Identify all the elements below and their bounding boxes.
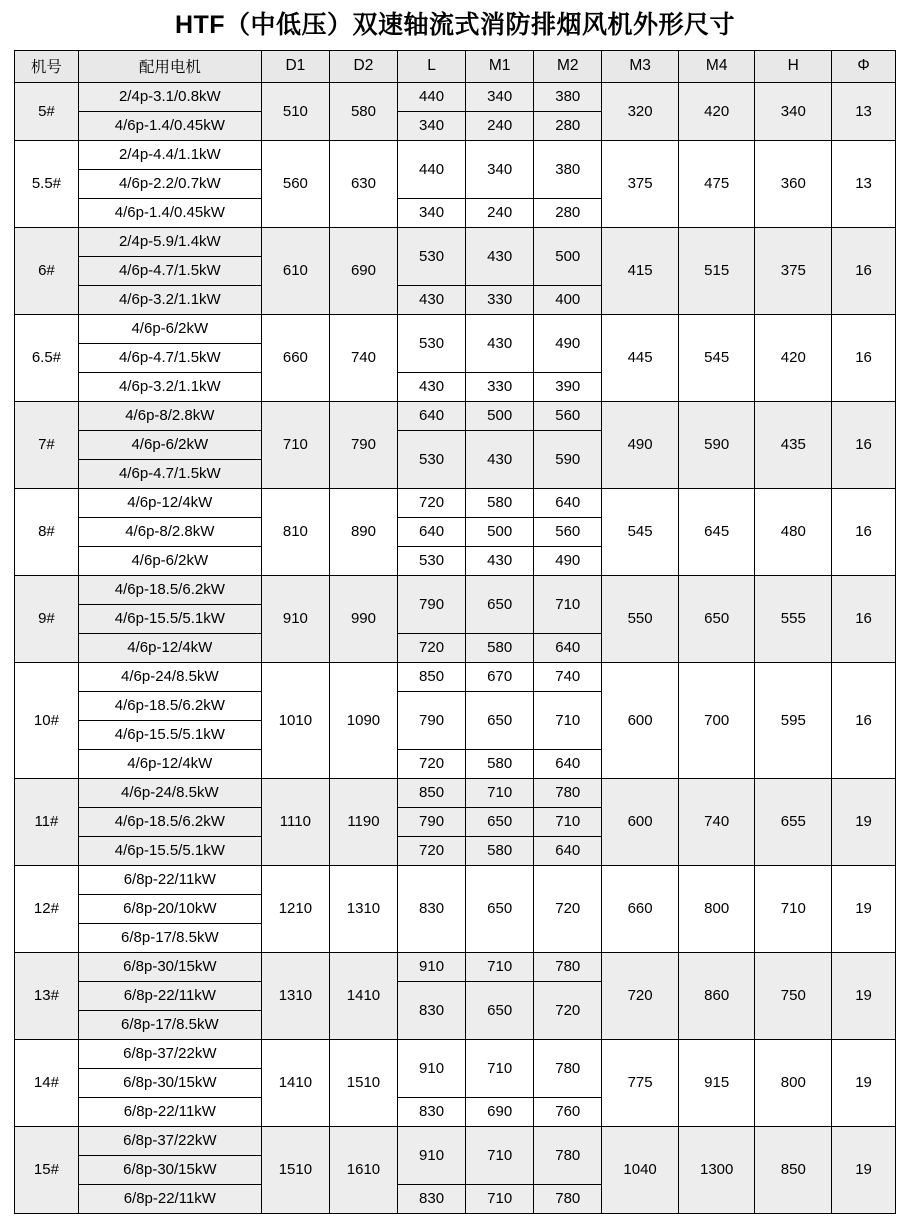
cell-m1: 710 xyxy=(466,1039,534,1097)
table-row xyxy=(15,1126,896,1155)
cell-m4: 1300 xyxy=(678,1126,755,1213)
cell-l: 530 xyxy=(398,546,466,575)
cell-h: 420 xyxy=(755,314,832,401)
cell-model: 6.5# xyxy=(15,314,79,401)
cell-model: 8# xyxy=(15,488,79,575)
cell-l: 340 xyxy=(398,111,466,140)
cell-motor: 4/6p-18.5/6.2kW xyxy=(78,807,261,836)
col-header-m3: M3 xyxy=(602,50,679,82)
cell-m2: 780 xyxy=(534,1126,602,1184)
cell-motor: 4/6p-12/4kW xyxy=(78,488,261,517)
cell-motor: 4/6p-8/2.8kW xyxy=(78,401,261,430)
cell-m4: 915 xyxy=(678,1039,755,1126)
cell-l: 910 xyxy=(398,1039,466,1097)
cell-motor: 2/4p-3.1/0.8kW xyxy=(78,82,261,111)
cell-l: 720 xyxy=(398,749,466,778)
cell-phi: 19 xyxy=(832,778,896,865)
cell-h: 850 xyxy=(755,1126,832,1213)
table-row xyxy=(15,314,896,343)
cell-d1: 1110 xyxy=(261,778,329,865)
cell-h: 375 xyxy=(755,227,832,314)
cell-m1: 340 xyxy=(466,140,534,198)
cell-m1: 580 xyxy=(466,488,534,517)
cell-m3: 490 xyxy=(602,401,679,488)
cell-d1: 660 xyxy=(261,314,329,401)
cell-d1: 610 xyxy=(261,227,329,314)
cell-motor: 6/8p-30/15kW xyxy=(78,1155,261,1184)
cell-l: 790 xyxy=(398,691,466,749)
cell-h: 340 xyxy=(755,82,832,140)
cell-d2: 740 xyxy=(329,314,397,401)
cell-m4: 740 xyxy=(678,778,755,865)
cell-m2: 640 xyxy=(534,488,602,517)
cell-model: 15# xyxy=(15,1126,79,1213)
cell-motor: 4/6p-4.7/1.5kW xyxy=(78,459,261,488)
cell-d1: 560 xyxy=(261,140,329,227)
cell-phi: 16 xyxy=(832,575,896,662)
cell-model: 12# xyxy=(15,865,79,952)
col-header-d2: D2 xyxy=(329,50,397,82)
col-header-d1: D1 xyxy=(261,50,329,82)
cell-d1: 1210 xyxy=(261,865,329,952)
table-row xyxy=(15,778,896,807)
cell-m2: 390 xyxy=(534,372,602,401)
cell-d2: 1090 xyxy=(329,662,397,778)
cell-m3: 550 xyxy=(602,575,679,662)
cell-m2: 780 xyxy=(534,778,602,807)
cell-h: 595 xyxy=(755,662,832,778)
cell-l: 530 xyxy=(398,227,466,285)
table-row xyxy=(15,865,896,894)
cell-d1: 1510 xyxy=(261,1126,329,1213)
cell-m3: 775 xyxy=(602,1039,679,1126)
cell-m1: 650 xyxy=(466,807,534,836)
cell-m2: 490 xyxy=(534,314,602,372)
cell-m4: 700 xyxy=(678,662,755,778)
table-header xyxy=(15,50,896,82)
cell-m2: 710 xyxy=(534,807,602,836)
col-header-h: H xyxy=(755,50,832,82)
col-header-m1: M1 xyxy=(466,50,534,82)
cell-m4: 475 xyxy=(678,140,755,227)
cell-model: 14# xyxy=(15,1039,79,1126)
cell-motor: 4/6p-4.7/1.5kW xyxy=(78,343,261,372)
cell-m3: 600 xyxy=(602,778,679,865)
cell-motor: 4/6p-2.2/0.7kW xyxy=(78,169,261,198)
cell-h: 360 xyxy=(755,140,832,227)
cell-m4: 420 xyxy=(678,82,755,140)
cell-m1: 650 xyxy=(466,981,534,1039)
cell-l: 790 xyxy=(398,807,466,836)
cell-model: 5.5# xyxy=(15,140,79,227)
cell-m3: 545 xyxy=(602,488,679,575)
cell-h: 655 xyxy=(755,778,832,865)
cell-phi: 19 xyxy=(832,1126,896,1213)
cell-d2: 1310 xyxy=(329,865,397,952)
cell-m3: 375 xyxy=(602,140,679,227)
table-row xyxy=(15,227,896,256)
cell-motor: 4/6p-4.7/1.5kW xyxy=(78,256,261,285)
cell-m1: 240 xyxy=(466,111,534,140)
cell-l: 830 xyxy=(398,981,466,1039)
cell-m3: 1040 xyxy=(602,1126,679,1213)
cell-m2: 710 xyxy=(534,691,602,749)
cell-motor: 4/6p-15.5/5.1kW xyxy=(78,836,261,865)
cell-l: 850 xyxy=(398,662,466,691)
cell-m2: 720 xyxy=(534,865,602,952)
cell-l: 910 xyxy=(398,1126,466,1184)
cell-m4: 515 xyxy=(678,227,755,314)
cell-motor: 6/8p-22/11kW xyxy=(78,1097,261,1126)
cell-h: 710 xyxy=(755,865,832,952)
cell-l: 830 xyxy=(398,1097,466,1126)
cell-motor: 6/8p-37/22kW xyxy=(78,1039,261,1068)
cell-motor: 6/8p-22/11kW xyxy=(78,1184,261,1213)
cell-m2: 380 xyxy=(534,82,602,111)
cell-l: 430 xyxy=(398,285,466,314)
cell-m3: 415 xyxy=(602,227,679,314)
cell-m1: 710 xyxy=(466,952,534,981)
cell-m2: 560 xyxy=(534,517,602,546)
cell-phi: 19 xyxy=(832,1039,896,1126)
cell-phi: 16 xyxy=(832,227,896,314)
cell-motor: 4/6p-15.5/5.1kW xyxy=(78,720,261,749)
cell-m1: 580 xyxy=(466,836,534,865)
cell-d2: 1410 xyxy=(329,952,397,1039)
cell-m2: 720 xyxy=(534,981,602,1039)
cell-d1: 710 xyxy=(261,401,329,488)
col-header-l: L xyxy=(398,50,466,82)
col-header-m2: M2 xyxy=(534,50,602,82)
cell-d1: 1310 xyxy=(261,952,329,1039)
cell-d1: 510 xyxy=(261,82,329,140)
cell-m1: 430 xyxy=(466,430,534,488)
cell-d2: 690 xyxy=(329,227,397,314)
cell-phi: 13 xyxy=(832,140,896,227)
cell-m3: 660 xyxy=(602,865,679,952)
cell-m1: 710 xyxy=(466,1184,534,1213)
cell-motor: 6/8p-22/11kW xyxy=(78,981,261,1010)
table-row xyxy=(15,662,896,691)
cell-motor: 4/6p-15.5/5.1kW xyxy=(78,604,261,633)
cell-m4: 860 xyxy=(678,952,755,1039)
cell-m2: 490 xyxy=(534,546,602,575)
cell-l: 850 xyxy=(398,778,466,807)
cell-h: 480 xyxy=(755,488,832,575)
table-row xyxy=(15,575,896,604)
cell-m2: 640 xyxy=(534,749,602,778)
cell-l: 640 xyxy=(398,401,466,430)
col-header-model: 机号 xyxy=(15,50,79,82)
cell-h: 750 xyxy=(755,952,832,1039)
table-row xyxy=(15,1039,896,1068)
cell-l: 790 xyxy=(398,575,466,633)
cell-m1: 580 xyxy=(466,633,534,662)
cell-m1: 580 xyxy=(466,749,534,778)
cell-l: 830 xyxy=(398,1184,466,1213)
cell-m2: 780 xyxy=(534,1184,602,1213)
cell-m1: 500 xyxy=(466,517,534,546)
cell-model: 7# xyxy=(15,401,79,488)
cell-d2: 1610 xyxy=(329,1126,397,1213)
cell-motor: 4/6p-6/2kW xyxy=(78,430,261,459)
cell-d2: 790 xyxy=(329,401,397,488)
col-header-m4: M4 xyxy=(678,50,755,82)
cell-m1: 670 xyxy=(466,662,534,691)
cell-motor: 4/6p-1.4/0.45kW xyxy=(78,111,261,140)
cell-m1: 690 xyxy=(466,1097,534,1126)
cell-motor: 4/6p-18.5/6.2kW xyxy=(78,691,261,720)
cell-model: 6# xyxy=(15,227,79,314)
cell-m2: 760 xyxy=(534,1097,602,1126)
cell-m1: 650 xyxy=(466,691,534,749)
cell-motor: 6/8p-37/22kW xyxy=(78,1126,261,1155)
cell-d2: 580 xyxy=(329,82,397,140)
cell-d1: 1010 xyxy=(261,662,329,778)
cell-d2: 990 xyxy=(329,575,397,662)
cell-m4: 650 xyxy=(678,575,755,662)
col-header-phi: Φ xyxy=(832,50,896,82)
cell-d1: 810 xyxy=(261,488,329,575)
cell-m2: 780 xyxy=(534,1039,602,1097)
cell-motor: 6/8p-30/15kW xyxy=(78,1068,261,1097)
cell-m1: 650 xyxy=(466,575,534,633)
cell-m1: 240 xyxy=(466,198,534,227)
cell-phi: 16 xyxy=(832,488,896,575)
cell-motor: 4/6p-3.2/1.1kW xyxy=(78,372,261,401)
cell-phi: 19 xyxy=(832,952,896,1039)
cell-d2: 1510 xyxy=(329,1039,397,1126)
cell-m2: 400 xyxy=(534,285,602,314)
cell-m4: 545 xyxy=(678,314,755,401)
cell-m2: 780 xyxy=(534,952,602,981)
cell-h: 800 xyxy=(755,1039,832,1126)
cell-motor: 2/4p-4.4/1.1kW xyxy=(78,140,261,169)
cell-motor: 6/8p-17/8.5kW xyxy=(78,1010,261,1039)
cell-motor: 4/6p-1.4/0.45kW xyxy=(78,198,261,227)
cell-motor: 4/6p-18.5/6.2kW xyxy=(78,575,261,604)
cell-model: 5# xyxy=(15,82,79,140)
cell-d2: 890 xyxy=(329,488,397,575)
cell-m1: 710 xyxy=(466,778,534,807)
cell-d1: 1410 xyxy=(261,1039,329,1126)
cell-m4: 590 xyxy=(678,401,755,488)
cell-h: 435 xyxy=(755,401,832,488)
cell-m3: 445 xyxy=(602,314,679,401)
table-row xyxy=(15,140,896,169)
table-body xyxy=(15,82,896,1213)
table-row xyxy=(15,401,896,430)
cell-l: 530 xyxy=(398,314,466,372)
cell-motor: 6/8p-30/15kW xyxy=(78,952,261,981)
cell-l: 720 xyxy=(398,488,466,517)
cell-m2: 280 xyxy=(534,198,602,227)
cell-m2: 640 xyxy=(534,836,602,865)
cell-phi: 16 xyxy=(832,662,896,778)
cell-motor: 4/6p-6/2kW xyxy=(78,314,261,343)
cell-m1: 500 xyxy=(466,401,534,430)
cell-l: 430 xyxy=(398,372,466,401)
col-header-motor: 配用电机 xyxy=(78,50,261,82)
cell-model: 9# xyxy=(15,575,79,662)
cell-d2: 1190 xyxy=(329,778,397,865)
cell-m1: 430 xyxy=(466,314,534,372)
cell-motor: 4/6p-24/8.5kW xyxy=(78,662,261,691)
cell-m2: 280 xyxy=(534,111,602,140)
cell-l: 440 xyxy=(398,82,466,111)
cell-m3: 720 xyxy=(602,952,679,1039)
cell-m1: 710 xyxy=(466,1126,534,1184)
cell-motor: 6/8p-17/8.5kW xyxy=(78,923,261,952)
cell-motor: 4/6p-12/4kW xyxy=(78,749,261,778)
cell-model: 10# xyxy=(15,662,79,778)
cell-m4: 800 xyxy=(678,865,755,952)
cell-l: 910 xyxy=(398,952,466,981)
cell-motor: 6/8p-22/11kW xyxy=(78,865,261,894)
cell-l: 640 xyxy=(398,517,466,546)
spec-table xyxy=(14,50,896,1214)
cell-m1: 330 xyxy=(466,372,534,401)
cell-m1: 340 xyxy=(466,82,534,111)
cell-motor: 4/6p-12/4kW xyxy=(78,633,261,662)
cell-m2: 710 xyxy=(534,575,602,633)
cell-phi: 13 xyxy=(832,82,896,140)
cell-phi: 19 xyxy=(832,865,896,952)
cell-motor: 4/6p-3.2/1.1kW xyxy=(78,285,261,314)
cell-model: 11# xyxy=(15,778,79,865)
cell-motor: 2/4p-5.9/1.4kW xyxy=(78,227,261,256)
cell-l: 340 xyxy=(398,198,466,227)
table-row xyxy=(15,952,896,981)
cell-motor: 6/8p-20/10kW xyxy=(78,894,261,923)
cell-phi: 16 xyxy=(832,401,896,488)
cell-m4: 645 xyxy=(678,488,755,575)
cell-m3: 600 xyxy=(602,662,679,778)
cell-d2: 630 xyxy=(329,140,397,227)
cell-m1: 650 xyxy=(466,865,534,952)
cell-l: 440 xyxy=(398,140,466,198)
cell-phi: 16 xyxy=(832,314,896,401)
table-row xyxy=(15,82,896,111)
cell-m3: 320 xyxy=(602,82,679,140)
cell-m2: 560 xyxy=(534,401,602,430)
page-title: HTF（中低压）双速轴流式消防排烟风机外形尺寸 xyxy=(174,11,736,39)
cell-l: 530 xyxy=(398,430,466,488)
cell-motor: 4/6p-8/2.8kW xyxy=(78,517,261,546)
cell-h: 555 xyxy=(755,575,832,662)
table-row xyxy=(15,488,896,517)
cell-m2: 590 xyxy=(534,430,602,488)
cell-m1: 430 xyxy=(466,546,534,575)
cell-m2: 640 xyxy=(534,633,602,662)
cell-l: 830 xyxy=(398,865,466,952)
cell-motor: 4/6p-24/8.5kW xyxy=(78,778,261,807)
cell-l: 720 xyxy=(398,836,466,865)
cell-m2: 500 xyxy=(534,227,602,285)
cell-model: 13# xyxy=(15,952,79,1039)
header-row xyxy=(15,50,896,82)
cell-m2: 740 xyxy=(534,662,602,691)
cell-m1: 330 xyxy=(466,285,534,314)
cell-d1: 910 xyxy=(261,575,329,662)
cell-m2: 380 xyxy=(534,140,602,198)
cell-m1: 430 xyxy=(466,227,534,285)
cell-motor: 4/6p-6/2kW xyxy=(78,546,261,575)
cell-l: 720 xyxy=(398,633,466,662)
